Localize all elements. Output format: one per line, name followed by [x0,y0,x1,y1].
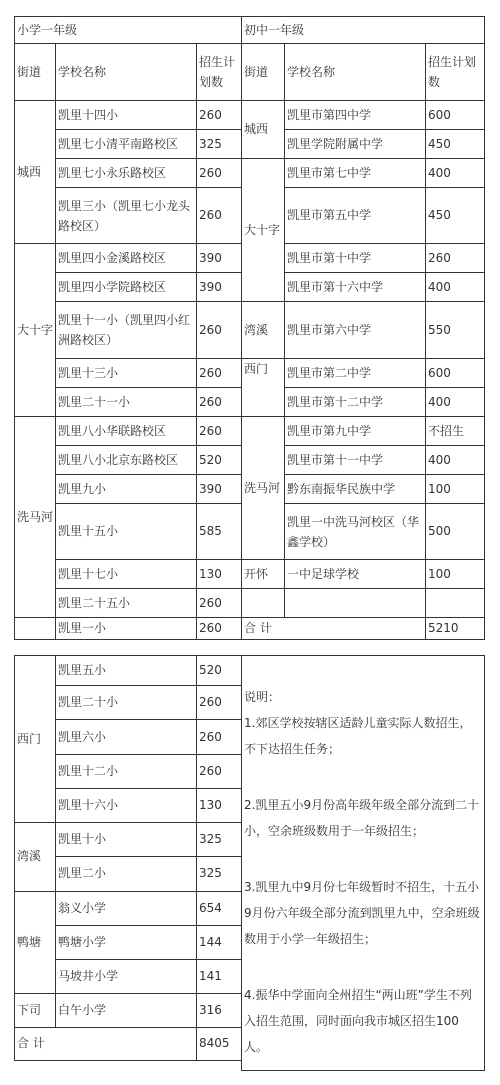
middle-total-value: 5210 [426,618,485,640]
school-name: 马坡井小学 [56,960,197,994]
street-cell: 下司 [15,994,56,1027]
plan-count: 144 [197,925,242,959]
plan-count: 316 [197,994,242,1027]
plan-count: 325 [197,857,242,891]
primary-total-label: 合 计 [15,1027,197,1060]
school-name: 凯里市第十一中学 [285,446,426,475]
plan-count: 130 [197,788,242,822]
plan-count: 400 [426,388,485,417]
plan-count: 260 [197,686,242,720]
empty-cell [15,1060,56,1070]
primary-section-title: 小学一年级 [15,17,242,44]
school-name: 凯里二十五小 [56,589,197,618]
school-name: 凯里四小金溪路校区 [56,244,197,273]
school-name: 凯里市第二中学 [285,359,426,388]
plan-count: 450 [426,130,485,159]
school-name: 凯里四小学院路校区 [56,273,197,302]
plan-count: 390 [197,273,242,302]
empty-cell [15,618,56,640]
plan-count: 450 [426,188,485,244]
school-name: 黔东南振华民族中学 [285,475,426,504]
plan-count: 260 [197,720,242,754]
plan-count: 400 [426,446,485,475]
middle-section-title: 初中一年级 [242,17,485,44]
header-plan: 招生计划数 [197,44,242,101]
school-name: 凯里五小 [56,656,197,686]
school-name: 凯里市第十中学 [285,244,426,273]
empty-cell [242,589,285,618]
empty-cell [56,1060,197,1070]
plan-count: 260 [197,359,242,388]
school-name: 凯里市第九中学 [285,417,426,446]
school-name: 凯里二十小 [56,686,197,720]
plan-count: 260 [197,159,242,188]
street-cell: 湾溪 [242,302,285,359]
plan-count: 500 [426,504,485,560]
plan-count: 130 [197,560,242,589]
school-name: 凯里八小华联路校区 [56,417,197,446]
street-cell: 大十字 [15,244,56,417]
school-name: 凯里一小 [56,618,197,640]
enrollment-table-part-2 [14,655,484,1071]
school-name: 凯里九小 [56,475,197,504]
school-name: 凯里十五小 [56,504,197,560]
street-cell: 鸭塘 [15,891,56,994]
plan-count: 不招生 [426,417,485,446]
plan-count: 520 [197,446,242,475]
school-name: 凯里二十一小 [56,388,197,417]
school-name: 凯里三小（凯里七小龙头路校区） [56,188,197,244]
school-name: 凯里市第十二中学 [285,388,426,417]
note-item-1: 1.郊区学校按辖区适龄儿童实际人数招生，不下达招生任务； [244,716,472,756]
header-street: 街道 [15,44,56,101]
school-name: 凯里十四小 [56,101,197,130]
school-name: 凯里学院附属中学 [285,130,426,159]
plan-count: 600 [426,359,485,388]
plan-count: 585 [197,504,242,560]
school-name: 凯里市第五中学 [285,188,426,244]
school-name: 凯里七小清平南路校区 [56,130,197,159]
header-school: 学校名称 [56,44,197,101]
street-cell: 洗马河 [242,417,285,560]
note-item-4: 4.振华中学面向全州招生“两山班”学生不列入招生范围，同时面向我市城区招生100人。 [244,988,472,1054]
school-name: 凯里十七小 [56,560,197,589]
plan-count: 400 [426,159,485,188]
empty-cell [426,589,485,618]
plan-count: 550 [426,302,485,359]
note-item-3: 3.凯里九中9月份七年级暂时不招生，十五小9月份六年级全部分流到凯里九中，空余班级数用于小学一年级招生； [244,880,480,946]
school-name: 鸭塘小学 [56,925,197,959]
school-name: 凯里十二小 [56,754,197,788]
header-school: 学校名称 [285,44,426,101]
school-name: 凯里十六小 [56,788,197,822]
street-cell: 城西 [242,101,285,159]
street-cell: 城西 [15,101,56,244]
header-street: 街道 [242,44,285,101]
notes-cell [242,656,485,1071]
plan-count: 260 [197,589,242,618]
plan-count: 390 [197,475,242,504]
street-cell: 西门 [15,656,56,823]
plan-count: 260 [197,188,242,244]
street-cell: 大十字 [242,159,285,302]
plan-count: 260 [197,302,242,359]
school-name: 翁义小学 [56,891,197,925]
school-name: 凯里市第四中学 [285,101,426,130]
plan-count: 390 [197,244,242,273]
school-name: 白午小学 [56,994,197,1027]
school-name: 凯里市第七中学 [285,159,426,188]
street-cell: 湾溪 [15,823,56,891]
plan-count: 600 [426,101,485,130]
plan-count: 260 [426,244,485,273]
school-name: 凯里一中洗马河校区（华鑫学校） [285,504,426,560]
school-name: 凯里八小北京东路校区 [56,446,197,475]
plan-count: 325 [197,823,242,857]
street-cell: 洗马河 [15,417,56,618]
school-name: 凯里市第十六中学 [285,273,426,302]
school-name: 凯里二小 [56,857,197,891]
empty-cell [197,1060,242,1070]
street-cell: 开怀 [242,560,285,589]
header-plan: 招生计划数 [426,44,485,101]
primary-total-value: 8405 [197,1027,242,1060]
plan-count: 100 [426,560,485,589]
school-name: 凯里六小 [56,720,197,754]
plan-count: 520 [197,656,242,686]
note-item-2: 2.凯里五小9月份高年级年级全部分流到二十小，空余班级数用于一年级招生； [244,798,480,838]
plan-count: 325 [197,130,242,159]
plan-count: 400 [426,273,485,302]
school-name: 凯里十一小（凯里四小红洲路校区） [56,302,197,359]
school-name: 凯里市第六中学 [285,302,426,359]
plan-count: 260 [197,417,242,446]
plan-count: 654 [197,891,242,925]
plan-count: 141 [197,960,242,994]
plan-count: 260 [197,388,242,417]
plan-count: 260 [197,754,242,788]
school-name: 凯里十小 [56,823,197,857]
street-cell: 西门 [242,359,285,417]
plan-count: 260 [197,101,242,130]
middle-total-label: 合 计 [242,618,426,640]
notes-title: 说明： [244,690,281,704]
empty-cell [285,589,426,618]
school-name: 凯里十三小 [56,359,197,388]
plan-count: 260 [197,618,242,640]
plan-count: 100 [426,475,485,504]
enrollment-table-part-1 [14,16,484,638]
school-name: 凯里七小永乐路校区 [56,159,197,188]
school-name: 一中足球学校 [285,560,426,589]
